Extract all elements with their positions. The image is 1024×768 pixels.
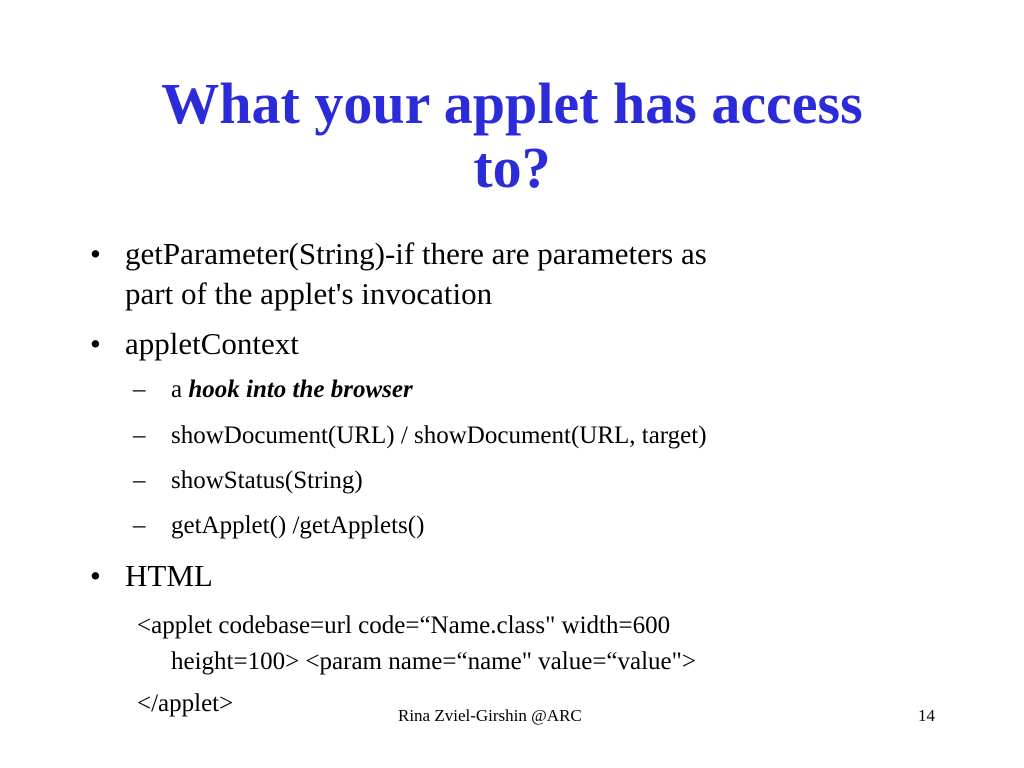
code-line-2: height=100> <param name=“name" value=“value">	[171, 648, 696, 675]
bullet-text: appletContext	[125, 326, 299, 361]
code-line-1: <applet codebase=url code=“Name.class" width=600	[137, 612, 671, 639]
subitem-prefix: a	[171, 376, 189, 403]
dash-marker: –	[133, 467, 146, 494]
html-code-block	[137, 608, 897, 680]
bullet-text: HTML	[125, 558, 213, 593]
subitem-hook	[133, 374, 931, 406]
bullet-item-html	[90, 556, 905, 596]
subitem-showdocument	[133, 420, 931, 452]
title-line-2: to?	[473, 135, 551, 200]
dash-marker: –	[133, 376, 146, 403]
subitem-text: showStatus(String)	[171, 467, 363, 494]
dash-marker: –	[133, 512, 146, 539]
subitem-getapplet	[133, 510, 931, 542]
subitem-text: getApplet() /getApplets()	[171, 512, 425, 539]
dash-marker: –	[133, 422, 146, 449]
footer-page-number: 14	[918, 706, 935, 725]
bullet-text-line-1: getParameter(String)-if there are parameters as	[125, 236, 707, 271]
bullet-item-getparameter	[90, 234, 905, 314]
footer-author: Rina Zviel-Girshin @ARC	[398, 706, 582, 725]
bullet-marker: •	[90, 236, 101, 271]
bullet-text-line-2: part of the applet's invocation	[125, 276, 493, 311]
subitem-emphasis: hook into the browser	[188, 376, 413, 403]
slide-title	[90, 72, 934, 200]
title-line-1: What your applet has access	[161, 71, 863, 136]
bullet-item-appletcontext	[90, 324, 905, 364]
subitem-text: showDocument(URL) / showDocument(URL, target)	[171, 422, 707, 449]
code-line-3: </applet>	[137, 690, 234, 717]
subitem-showstatus	[133, 465, 931, 497]
bullet-marker: •	[90, 558, 101, 593]
bullet-marker: •	[90, 326, 101, 361]
